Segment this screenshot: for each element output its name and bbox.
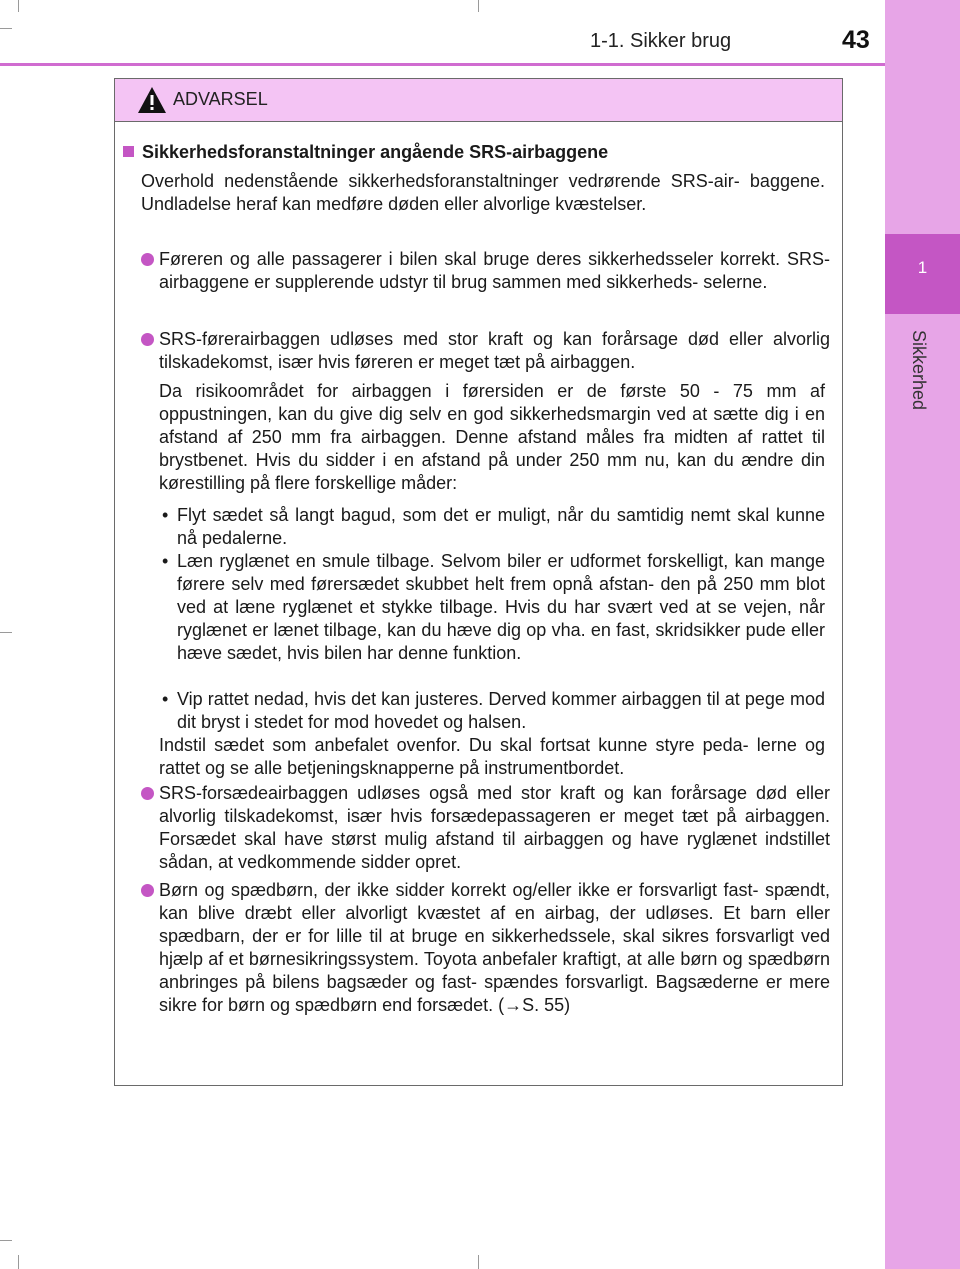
- crop-mark: [478, 1255, 479, 1269]
- crop-mark: [478, 0, 479, 12]
- risk-paragraph: Da risikoområdet for airbaggen i førersiden er de første 50 - 75 mm af oppustningen, kan du give dig selv en god sikkerhedsmargin ved at sætte dig i en afstand af 250 mm fra airbaggen. Denne afstand måles fra midten af rattet til brystbenet. Hvis du sidder i en afstand på under 250 mm nu, kan du ændre din kørestilling på flere forskellige måder:: [159, 381, 825, 493]
- adjust-paragraph: Indstil sædet som anbefalet ovenfor. Du skal fortsat kunne styre peda- lerne og rattet og se alle betjeningsknapperne på instrumentbordet.: [159, 735, 825, 778]
- bullet-item: Føreren og alle passagerer i bilen skal bruge deres sikkerhedsseler korrekt. SRS-airbaggene er supplerende udstyr til brug sammen med sikkerheds- selerne.: [159, 249, 830, 292]
- section-title: 1-1. Sikker brug: [590, 30, 732, 52]
- bullet-item: SRS-førerairbaggen udløses med stor kraft og kan forårsage død eller alvorlig tilskadekomst, især hvis føreren er meget tæt på airbaggen.: [159, 329, 830, 372]
- sub-item: Vip rattet nedad, hvis det kan justeres. Derved kommer airbaggen til at pege mod dit bryst i stedet for mod hovedet og halsen.: [177, 689, 825, 732]
- warning-heading: [123, 141, 608, 164]
- dot-bullet-icon: •: [162, 551, 169, 571]
- dot-bullet-icon: •: [162, 505, 169, 525]
- dot-bullet-icon: •: [162, 689, 169, 709]
- crop-mark: [18, 0, 19, 12]
- square-bullet-icon: [123, 146, 134, 157]
- circle-bullet-icon: [141, 787, 154, 800]
- sub-item: Læn ryglænet en smule tilbage. Selvom biler er udformet forskelligt, kan mange førere selv med førersædet skubbet helt frem opnå afstan- den på 250 mm blot ved at læne ryglænet et stykke tilbage. Hvis du har svært ved at se vejen, når ryglænet er lænet tilbage, kan du hæve dig op vha. en fast, skridsikker pude eller hæve sædet, hvis bilen har denne funktion.: [177, 551, 825, 663]
- warning-title: ADVARSEL: [173, 89, 268, 109]
- warning-triangle-icon: [137, 86, 167, 114]
- chapter-label: Sikkerhed: [909, 330, 929, 411]
- circle-bullet-icon: [141, 333, 154, 346]
- heading-text: Sikkerhedsforanstaltninger angående SRS-airbaggene: [142, 142, 609, 162]
- header-rule: [0, 63, 885, 66]
- crop-mark: [18, 1255, 19, 1269]
- page-number: 43: [842, 26, 870, 54]
- warning-box: [114, 78, 843, 1086]
- intro-paragraph: Overhold nedenstående sikkerhedsforanstaltninger vedrørende SRS-air- baggene. Undladelse heraf kan medføre døden eller alvorlige kvæstelser.: [141, 171, 825, 214]
- sub-item: Flyt sædet så langt bagud, som det er muligt, når du samtidig nemt skal kunne nå pedalerne.: [177, 505, 825, 548]
- crop-mark: [0, 632, 12, 633]
- bullet-item: SRS-forsædeairbaggen udløses også med stor kraft og kan forårsage død eller alvorlig tilskadekomst, især hvis forsædepassageren er meget tæt på airbaggen. Forsædet skal have størst mulig afstand til airbaggen og have ryglænet indstillet sådan, at vedkommende sidder opret.: [159, 783, 830, 872]
- crop-mark: [0, 1240, 12, 1241]
- chapter-number: 1: [917, 258, 928, 277]
- chapter-side-tab: [885, 0, 960, 1269]
- bullet-item: Børn og spædbørn, der ikke sidder korrekt og/eller ikke er forsvarligt fast- spændt, kan blive dræbt eller alvorligt kvæstet af en airbag, der udløses. Et barn eller spædbarn, der er for lille til at bruge en sikkerhedssele, skal sikres forsvarligt ved hjælp af et børnesikringssystem. Toyota anbefaler kraftigt, at alle børn og spædbørn anbringes på bilens bagsæder og fast- spændes forsvarligt. Bagsæderne er mere sikre for børn og spædbørn end forsædet. (→S. 55): [159, 880, 830, 1015]
- crop-mark: [0, 28, 12, 29]
- circle-bullet-icon: [141, 253, 154, 266]
- warning-header: [115, 79, 842, 122]
- circle-bullet-icon: [141, 884, 154, 897]
